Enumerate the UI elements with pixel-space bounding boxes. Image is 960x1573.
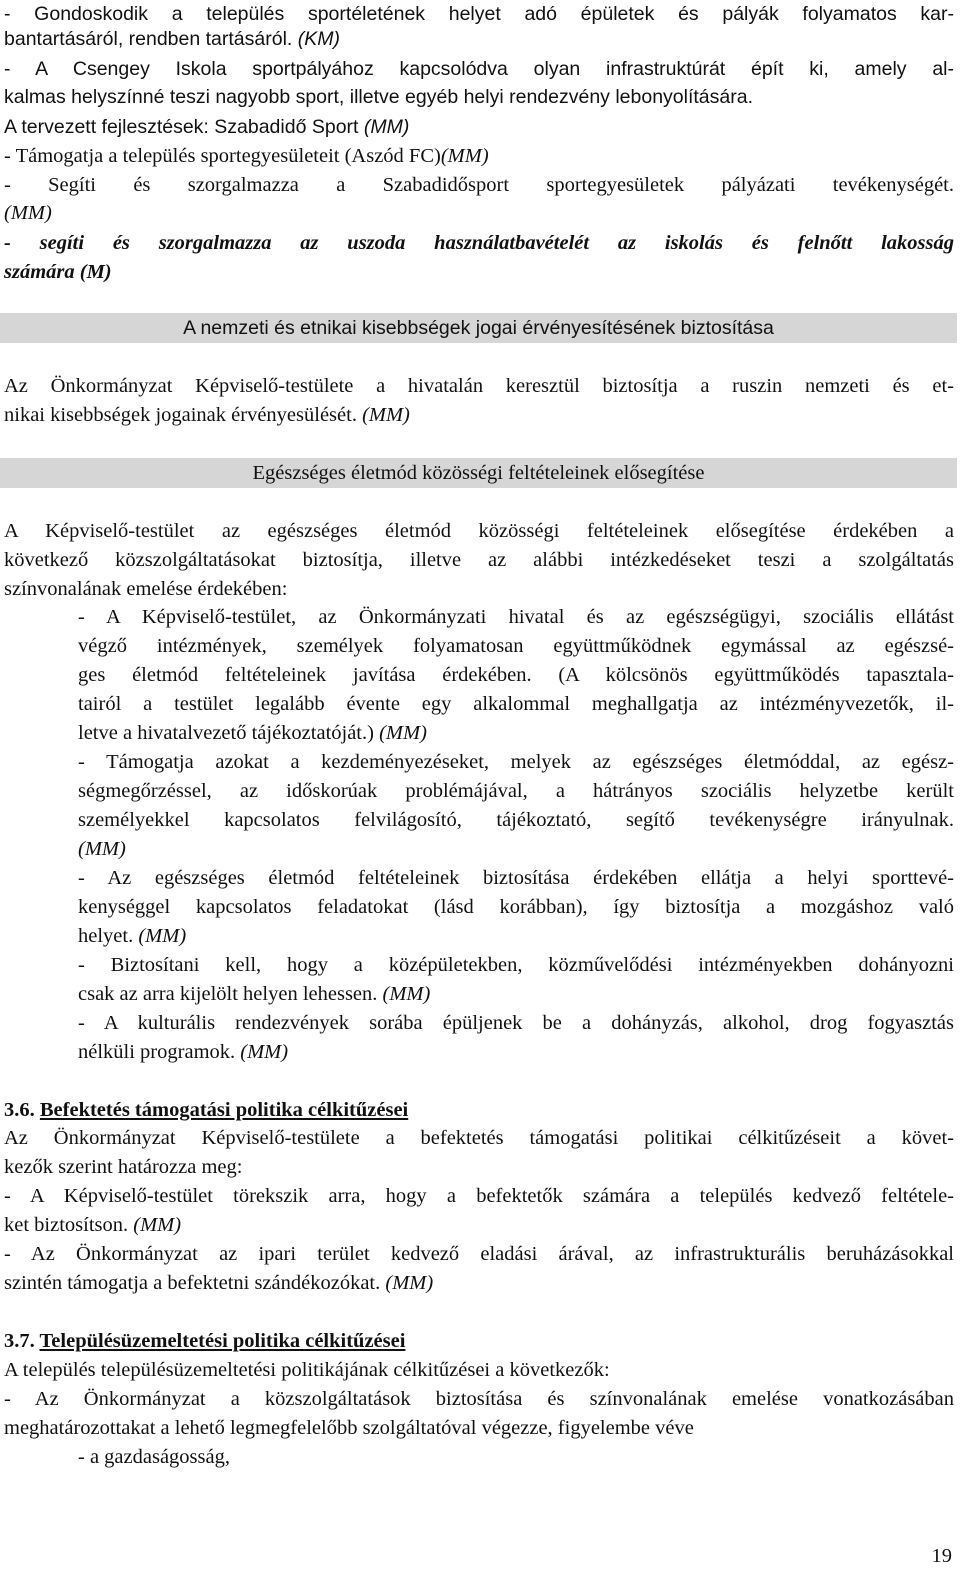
text-line: ségmegőrzéssel, az időskorúak problémájával, a hátrányos szociális helyzetbe került: [78, 780, 954, 802]
text-line: következő közszolgáltatásokat biztosítja, illetve az alábbi intézkedéseket teszi a szolgáltatás: [4, 549, 954, 571]
text-line: nélküli programok. (MM): [78, 1041, 289, 1063]
author-mark: (MM): [362, 404, 410, 426]
text-line: - A Képviselő-testület, az Önkormányzati hivatal és az egészségügyi, szociális ellátást: [78, 606, 954, 628]
author-mark: (MM): [440, 145, 489, 167]
text-line: - Segíti és szorgalmazza a Szabadidősport sportegyesületek pályázati tevékenységét.: [4, 174, 954, 196]
author-mark: (MM): [379, 722, 427, 744]
section-banner: A nemzeti és etnikai kisebbségek jogai érvényesítésének biztosítása: [0, 313, 957, 343]
text-line: - Támogatja azokat a kezdeményezéseket, melyek az egészséges életmóddal, az egész-: [78, 751, 954, 773]
text-line: - Az Önkormányzat a közszolgáltatások biztosítása és színvonalának emelése vonatkozásában: [4, 1388, 954, 1410]
text-line: meghatározottakat a lehető legmegfelelőbb szolgáltatóval végezze, figyelembe véve: [4, 1417, 694, 1439]
section-heading: 3.7. Településüzemeltetési politika célkitűzései: [4, 1330, 406, 1352]
text-line: helyet. (MM): [78, 925, 187, 947]
text-line: - A kulturális rendezvények sorába épüljenek be a dohányzás, alkohol, drog fogyasztás: [78, 1012, 954, 1034]
text-line: számára (M): [4, 261, 112, 283]
text-line: szintén támogatja a befektetni szándékozókat. (MM): [4, 1272, 434, 1294]
text-line: Az Önkormányzat Képviselő-testülete a hivatalán keresztül biztosítja a ruszin nemzeti és et-: [4, 375, 954, 397]
page-number: 19: [931, 1545, 952, 1567]
text-line: - Az Önkormányzat az ipari terület kedvező eladási árával, az infrastrukturális beruházásokkal: [4, 1243, 954, 1265]
text-line: végző intézmények, személyek folyamatosan együttműködnek egymással az egészsé-: [78, 635, 954, 657]
text-line: tairól a testület legalább évente egy alkalommal meghallgatja az intézményvezetők, il-: [78, 693, 954, 715]
section-heading: 3.6. Befektetés támogatási politika célkitűzései: [4, 1099, 409, 1121]
text-line: - segíti és szorgalmazza az uszoda használatbavételét az iskolás és felnőtt lakosság: [4, 232, 954, 254]
text-line: személyekkel kapcsolatos felvilágosító, tájékoztató, segítő tevékenységre irányulnak.: [78, 809, 954, 831]
text-line: - Az egészséges életmód feltételeinek biztosítása érdekében ellátja a helyi sporttevé-: [78, 867, 954, 889]
author-mark: (MM): [382, 983, 431, 1005]
text-line: [4, 199, 52, 228]
text-line: A Képviselő-testület az egészséges életmód közösségi feltételeinek elősegítése érdekében a: [4, 520, 954, 542]
text-line: - Támogatja a település sportegyesületeit (Aszód FC)(MM): [4, 145, 489, 167]
author-mark: (KM): [297, 28, 341, 50]
text-line: - A Csengey Iskola sportpályához kapcsolódva olyan infrastruktúrát épít ki, amely al-: [4, 58, 954, 80]
text-line: A település településüzemeltetési politikájának célkitűzései a következők:: [4, 1359, 610, 1381]
text-line: - a gazdaságosság,: [78, 1446, 230, 1468]
text-line: színvonalának emelése érdekében:: [4, 578, 288, 600]
text-line: ket biztosítson. (MM): [4, 1214, 182, 1236]
text-line: nikai kisebbségek jogainak érvényesülését. (MM): [4, 404, 410, 426]
author-mark: (MM): [385, 1272, 434, 1294]
text-line: csak az arra kijelölt helyen lehessen. (MM): [78, 983, 431, 1005]
text-line: - Gondoskodik a település sportéletének helyet adó épületek és pályák folyamatos kar-: [4, 3, 954, 25]
section-banner: Egészséges életmód közösségi feltételeinek elősegítése: [0, 458, 957, 488]
text-line: Az Önkormányzat Képviselő-testülete a befektetés támogatási politikai célkitűzéseit a követ-: [4, 1127, 954, 1149]
author-mark: (MM): [138, 925, 187, 947]
text-line: kalmas helyszínné teszi nagyobb sport, illetve egyéb helyi rendezvény lebonyolítására.: [4, 86, 754, 108]
author-mark: (MM): [133, 1214, 182, 1236]
text-line: bantartásáról, rendben tartásáról. (KM): [4, 28, 341, 50]
author-mark: (MM): [4, 202, 52, 224]
text-line: kezők szerint határozza meg:: [4, 1156, 243, 1178]
author-mark: (MM): [240, 1041, 289, 1063]
author-mark: (MM): [78, 838, 126, 860]
text-line: kenységgel kapcsolatos feladatokat (lásd korábban), így biztosítja a mozgáshoz való: [78, 896, 954, 918]
text-line: A tervezett fejlesztések: Szabadidő Sport (MM): [4, 116, 410, 138]
text-line: ges életmód feltételeinek javítása érdekében. (A kölcsönös együttműködés tapasztala-: [78, 664, 954, 686]
text-line: letve a hivatalvezető tájékoztatóját.) (MM): [78, 722, 427, 744]
text-line: - Biztosítani kell, hogy a középületekben, közművelődési intézményekben dohányozni: [78, 954, 954, 976]
text-line: - A Képviselő-testület törekszik arra, hogy a befektetők számára a település kedvező feltétele-: [4, 1185, 954, 1207]
text-line: [78, 835, 126, 864]
author-mark: (MM): [363, 116, 410, 138]
